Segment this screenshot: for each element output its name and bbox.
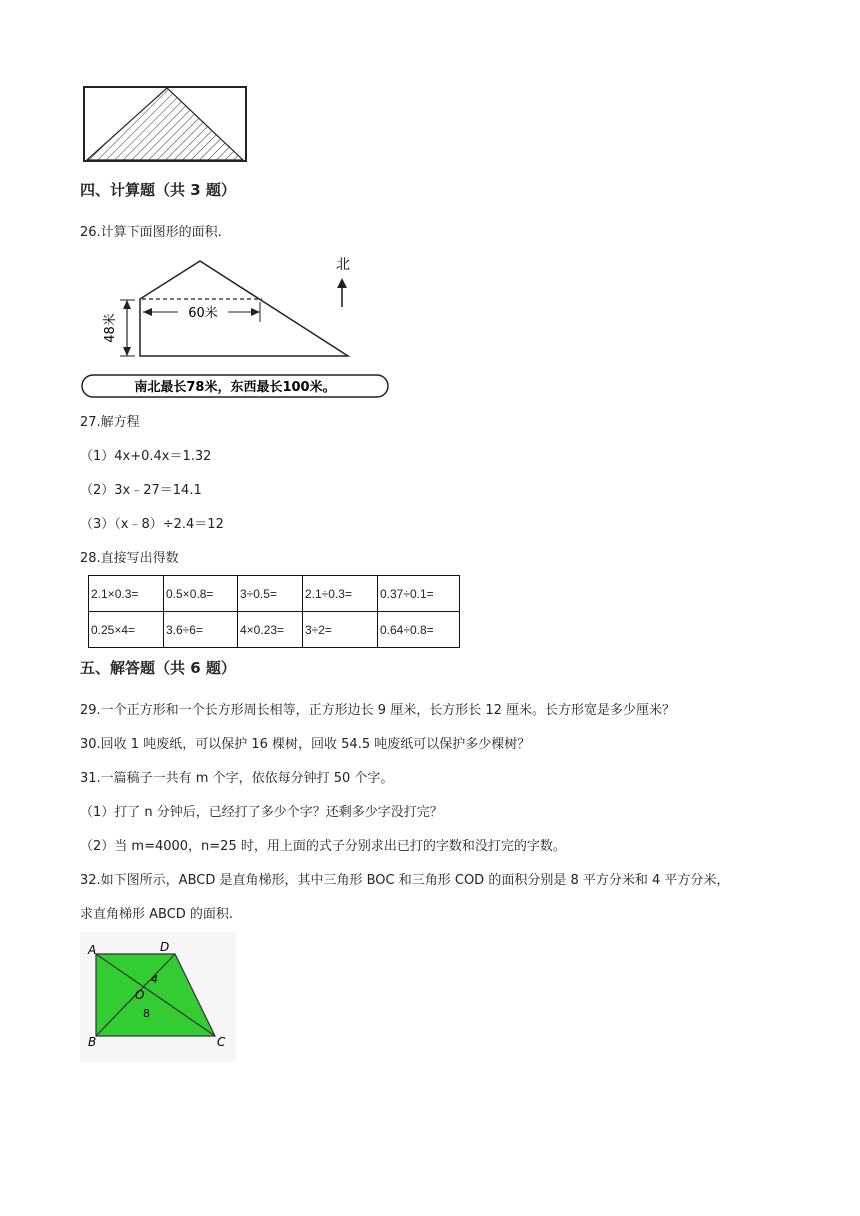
question-29-text: 29.一个正方形和一个长方形周长相等，正方形边长 9 厘米，长方形长 12 厘米。长方形宽是多少厘米？ xyxy=(80,703,676,718)
question-32-text-cont: 求直角梯形 ABCD 的面积. xyxy=(80,907,234,922)
question-27-text: 27.解方程 xyxy=(80,415,140,430)
table-cell: 3÷2= xyxy=(303,612,378,648)
table-cell: 2.1÷0.3= xyxy=(303,576,378,612)
table-row xyxy=(89,576,460,612)
center-label-o: O xyxy=(135,988,145,1002)
vertex-label-a: A xyxy=(88,943,97,957)
vertex-label-b: B xyxy=(88,1035,97,1049)
table-cell: 0.37÷0.1= xyxy=(378,576,460,612)
table-cell: 3.6÷6= xyxy=(164,612,238,648)
question-31-text: 31.一篇稿子一共有 m 个字，依依每分钟打 50 个字。 xyxy=(80,771,394,786)
vertex-label-d: D xyxy=(160,940,170,954)
dimension-60m-label: 60米 xyxy=(188,306,218,321)
vertex-label-c: C xyxy=(217,1035,226,1049)
table-cell: 2.1×0.3= xyxy=(89,576,164,612)
question-28-text: 28.直接写出得数 xyxy=(80,551,179,566)
q26-note: 南北最长78米，东西最长100米。 xyxy=(134,380,336,395)
q27-item-2: （2）3x﹣27＝14.1 xyxy=(80,483,202,498)
table-cell: 0.64÷0.8= xyxy=(378,612,460,648)
question-30-text: 30.回收 1 吨废纸，可以保护 16 棵树，回收 54.5 吨废纸可以保护多少棵树？ xyxy=(80,737,531,752)
table-cell: 0.5×0.8= xyxy=(164,576,238,612)
area-cod-label: 4 xyxy=(151,973,158,986)
q27-item-3: （3）（x﹣8）÷2.4＝12 xyxy=(80,517,224,532)
north-arrow-icon xyxy=(337,278,347,288)
q27-item-1: （1）4x+0.4x＝1.32 xyxy=(80,449,212,464)
table-cell: 3÷0.5= xyxy=(238,576,303,612)
q31-item-1: （1）打了 n 分钟后，已经打了多少个字？还剩多少字没打完？ xyxy=(80,805,443,820)
area-boc-label: 8 xyxy=(143,1007,150,1020)
section-5-heading: 五、解答题（共 6 题） xyxy=(80,659,236,677)
dimension-48m-label: 48米 xyxy=(103,313,118,343)
section-4-heading: 四、计算题（共 3 题） xyxy=(80,181,236,199)
table-cell: 4×0.23= xyxy=(238,612,303,648)
north-label: 北 xyxy=(336,257,350,273)
calc-table xyxy=(88,575,460,648)
table-row xyxy=(89,612,460,648)
q31-item-2: （2）当 m=4000，n=25 时，用上面的式子分别求出已打的字数和没打完的字数。 xyxy=(80,839,566,854)
trapezoid-abcd-figure xyxy=(80,932,236,1062)
question-26-text: 26.计算下面图形的面积. xyxy=(80,225,222,240)
question-32-text: 32.如下图所示，ABCD 是直角梯形，其中三角形 BOC 和三角形 COD 的面积分别是 8 平方分米和 4 平方分米， xyxy=(80,873,730,888)
table-cell: 0.25×4= xyxy=(89,612,164,648)
q26-land-figure xyxy=(80,250,400,400)
hatched-triangle-figure xyxy=(80,84,252,164)
